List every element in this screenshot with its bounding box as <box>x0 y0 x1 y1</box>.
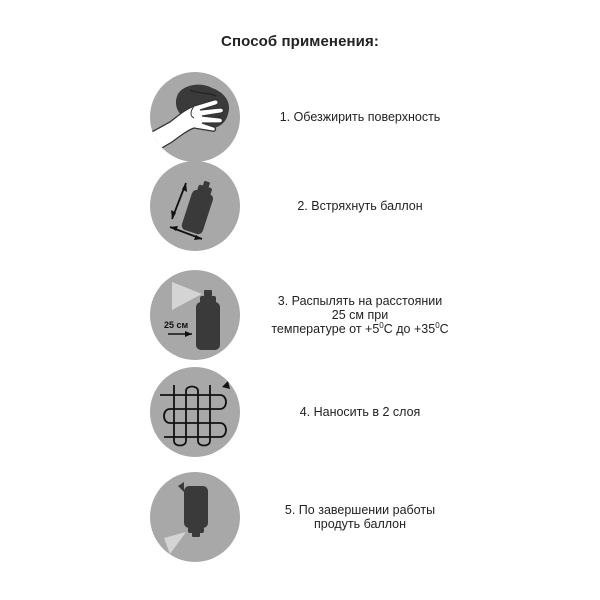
step-2 <box>150 161 590 251</box>
step-4 <box>150 367 590 457</box>
spray-distance-icon <box>150 270 240 360</box>
step-4-text <box>255 405 465 419</box>
temp-sup-1: 0 <box>379 321 384 330</box>
step-4-line-1: 4. Наносить в 2 слоя <box>299 405 421 419</box>
step-3-text <box>255 294 465 336</box>
distance-label: 25 см <box>164 320 189 330</box>
step-5 <box>150 472 590 562</box>
step-5-line-2: продуть баллон <box>313 517 407 531</box>
temp-prefix: температуре от +5 <box>271 322 380 336</box>
step-5-line-1: 5. По завершении работы <box>284 503 436 517</box>
step-1 <box>150 72 590 162</box>
temp-mid: C до +35 <box>383 322 436 336</box>
hand-wiping-icon <box>150 72 240 162</box>
step-1-line-1: 1. Обезжирить поверхность <box>279 110 441 124</box>
step-1-text <box>255 110 465 124</box>
purge-can-icon <box>150 472 240 562</box>
step-2-line-1: 2. Встряхнуть баллон <box>297 199 423 213</box>
step-3 <box>150 270 590 360</box>
step-3-line-2: 25 см при <box>331 308 389 322</box>
step-3-line-1: 3. Распылять на расстоянии <box>277 294 443 308</box>
two-layers-grid-icon <box>150 367 240 457</box>
page-title: Способ применения: <box>221 33 379 50</box>
temp-sup-2: 0 <box>435 321 440 330</box>
step-5-text <box>255 503 465 531</box>
step-3-line-3 <box>255 322 465 336</box>
temp-suffix: C <box>439 322 449 336</box>
shake-can-icon <box>150 161 240 251</box>
step-2-text <box>255 199 465 213</box>
